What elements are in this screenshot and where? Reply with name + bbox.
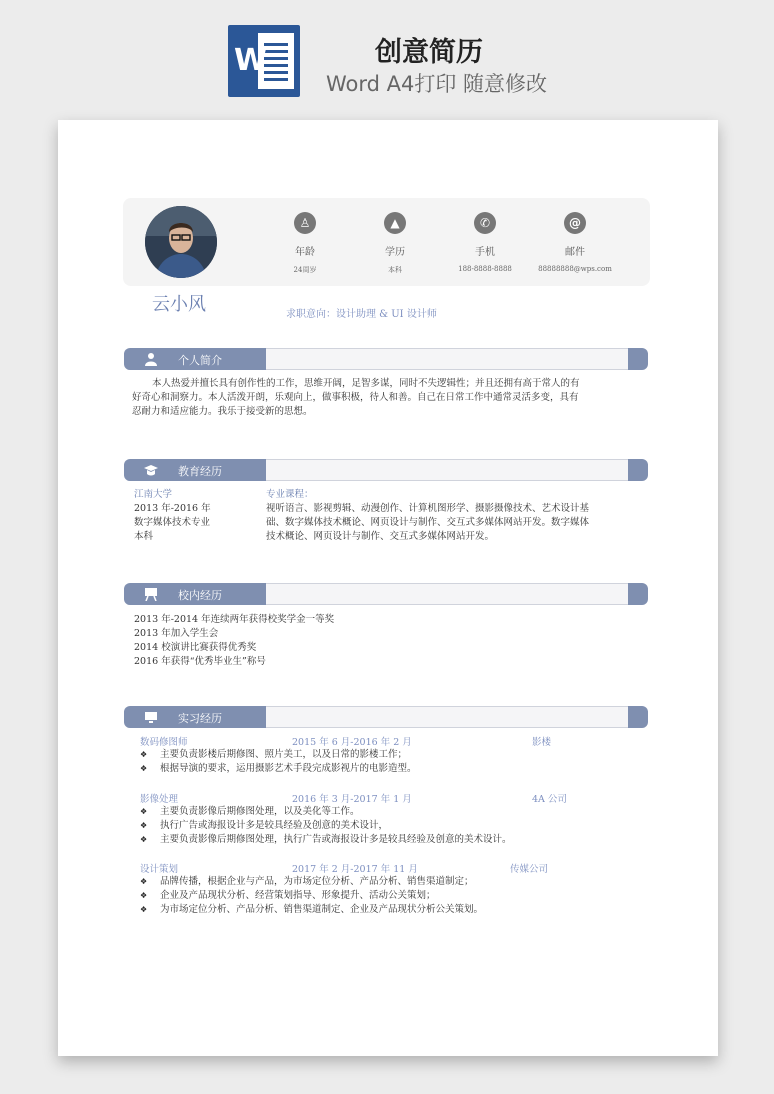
banner-subtitle: Word A4打印 随意修改 [326,72,548,96]
education-left: 江南大学 2013 年-2016 年 数字媒体技术专业 本科 [134,488,264,544]
job-intent: 求职意向：设计助理 & UI 设计师 [286,309,437,320]
list-item: ❖ 品牌传播，根据企业与产品，为市场定位分析、产品分析、销售渠道制定； [140,875,640,889]
list-item: ❖ 主要负责影像后期修图处理，执行广告或海报设计多是较具经验及创意的美术设计。 [140,833,640,847]
info-email: @ 邮件 88888888@wps.com [530,212,620,273]
monitor-icon [144,710,158,724]
banner [0,0,774,118]
list-item: ❖ 主要负责影像后期修图处理，以及美化等工作。 [140,805,640,819]
person-icon: ♙ [294,212,316,234]
graduation-cap-icon: ▲ [384,212,406,234]
list-item: ❖ 根据导演的要求，运用摄影艺术手段完成影视片的电影造型。 [140,762,640,776]
phone-icon: ✆ [474,212,496,234]
section-header-campus: 校内经历 [124,583,648,605]
section-header-education: 教育经历 [124,459,648,481]
list-item: ❖ 主要负责影楼后期修图、照片美工，以及日常的影楼工作； [140,748,640,762]
banner-title: 创意简历 [375,37,483,68]
avatar [145,206,217,278]
list-item: ❖ 为市场定位分析、产品分析、销售渠道制定、企业及产品现状分析公关策划。 [140,903,640,917]
campus-list: 2013 年-2014 年连续两年获得校奖学金一等奖 2013 年加入学生会 2014 校演讲比赛获得优秀奖 2016 年获得“优秀毕业生”称号 [134,614,335,667]
graduation-cap-icon [144,463,158,477]
school-name: 江南大学 [134,489,173,500]
profile-text: 本人热爱并擅长具有创作性的工作，思维开阔，足智多谋，同时不失逻辑性；并且还拥有高于常人的有 好奇心和洞察力。本人活泼开朗，乐观向上，做事积极，待人和善。自己在日常工作中通常灵活多变，具有 忍耐力和适应能力。我乐于接受新的思想。 [132,378,580,417]
person-icon [144,352,158,366]
education-courses: 专业课程： 视听语言、影视剪辑、动漫创作、计算机图形学、摄影摄像技术、艺术设计基 础、数字媒体技术概论、网页设计与制作、交互式多媒体网站开发。数字媒体 技术概论、网页设计与制作、交互式多媒体网站开发。 [266,489,590,542]
section-header-profile: 个人简介 [124,348,648,370]
info-education: ▲ 学历 本科 [350,212,440,275]
info-age: ♙ 年龄 24周岁 [260,212,350,275]
info-phone: ✆ 手机 188-8888-8888 [440,212,530,273]
list-item: ❖ 企业及产品现状分析、经营策划指导、形象提升、活动公关策划； [140,889,640,903]
word-app-icon: W [228,25,300,97]
candidate-name: 云小风 [152,294,206,315]
job-entry: 设计策划 2017 年 2 月-2017 年 11 月 传媒公司 ❖ 品牌传播，根据企业与产品，为市场定位分析、产品分析、销售渠道制定； ❖ 企业及产品现状分析、经营策划指导、形象提升、活动公关策划； ❖ 为市场定位分析、产品分析、销售渠道制定、企业及产品现状分析公关策划。 [140,861,640,917]
section-header-internship: 实习经历 [124,706,648,728]
job-entry: 影像处理 2016 年 3 月-2017 年 1 月 4A 公司 ❖ 主要负责影像后期修图处理，以及美化等工作。 ❖ 执行广告或海报设计多是较具经验及创意的美术设计， ❖ 主要负责影像后期修图处理，执行广告或海报设计多是较具经验及创意的美术设计。 [140,791,640,847]
resume-page [58,120,718,1056]
job-entry: 数码修图师 2015 年 6 月-2016 年 2 月 影楼 ❖ 主要负责影楼后期修图、照片美工，以及日常的影楼工作； ❖ 根据导演的要求，运用摄影艺术手段完成影视片的电影造型。 [140,734,640,776]
profile-header [123,198,650,286]
presentation-board-icon [144,587,158,601]
at-icon: @ [564,212,586,234]
list-item: ❖ 执行广告或海报设计多是较具经验及创意的美术设计， [140,819,640,833]
